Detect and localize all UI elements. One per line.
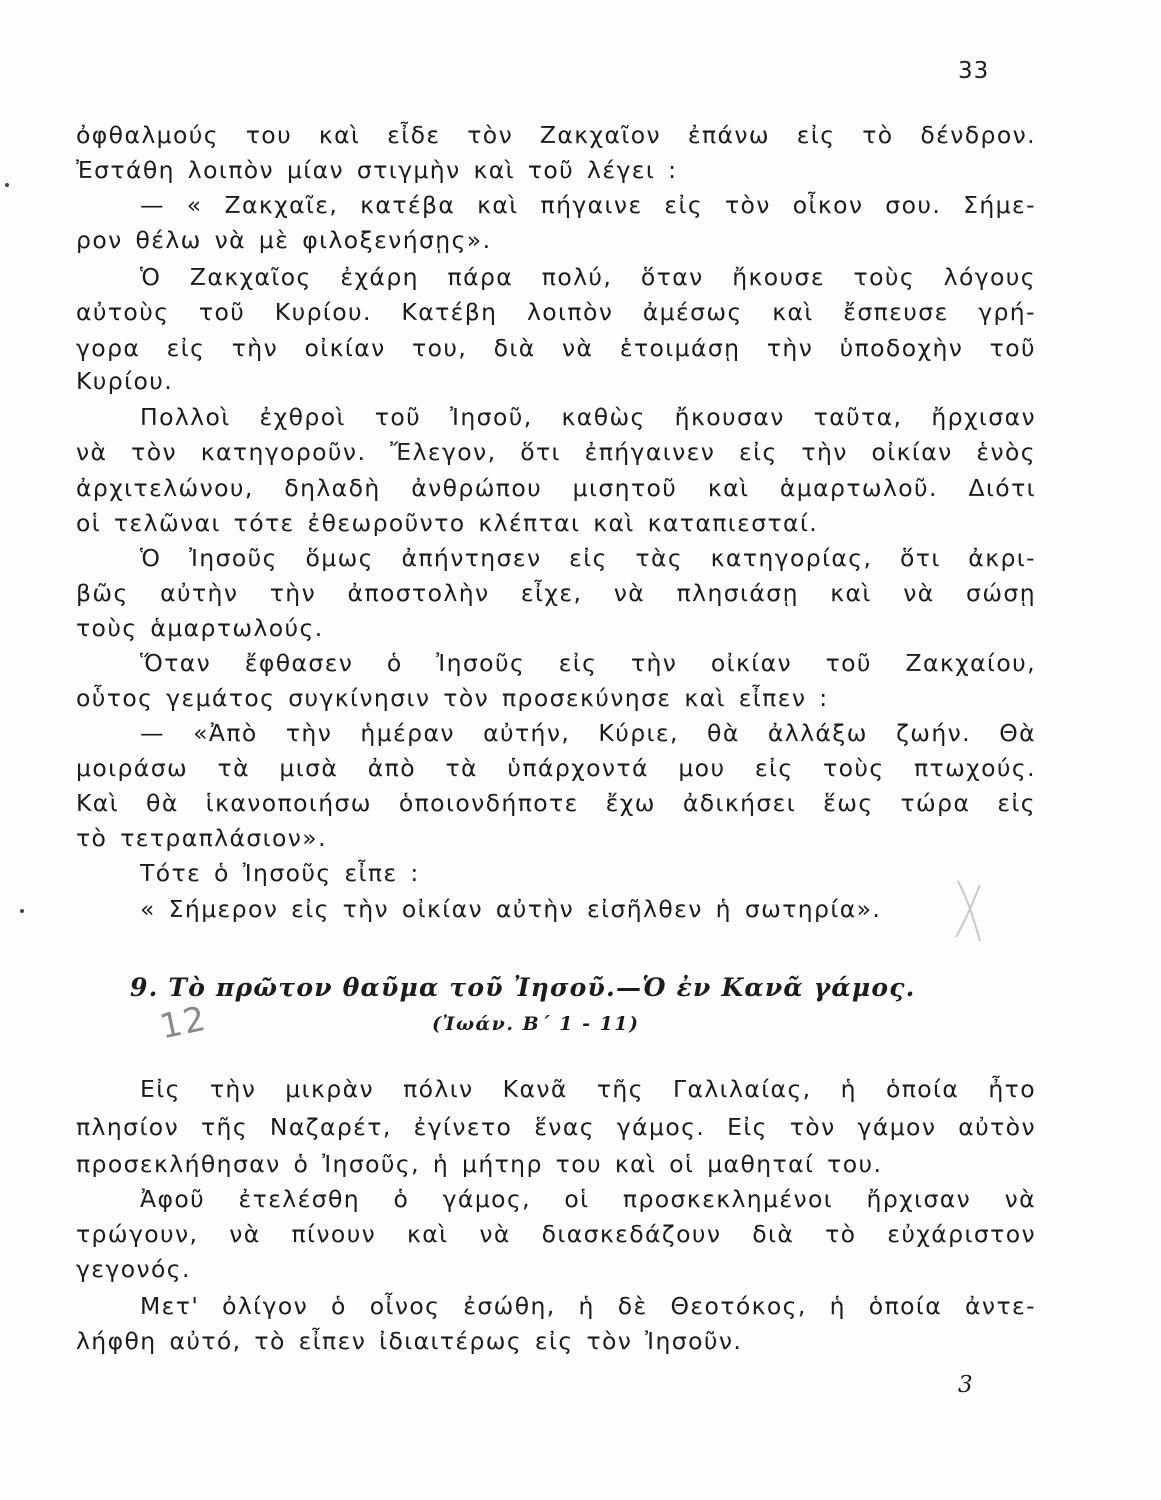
signature-mark: 3 [958, 1372, 973, 1398]
text-line: Πολλοὶ ἐχθροὶ τοῦ Ἰησοῦ, καθὼς ἤκουσαν ταῦτα, ἤρχισαν [140, 403, 1036, 431]
pencil-annotation: 12 [156, 998, 211, 1048]
text-line: — «Ἀπὸ τὴν ἡμέραν αὐτήν, Κύριε, θὰ ἀλλάξω ζωήν. Θὰ [140, 719, 1036, 747]
speck [5, 183, 9, 187]
text-line: γορα εἰς τὴν οἰκίαν του, διὰ νὰ ἑτοιμάσῃ τὴν ὑποδοχὴν τοῦ [76, 334, 1036, 362]
text-line: Καὶ θὰ ἱκανοποιήσω ὁποιονδήποτε ἔχω ἀδικήσει ἕως τώρα εἰς [76, 789, 1036, 817]
text-line: προσεκλήθησαν ὁ Ἰησοῦς, ἡ μήτηρ του καὶ οἱ μαθηταί του. [76, 1150, 883, 1178]
text-line: Μετ' ὀλίγον ὁ οἶνος ἐσώθη, ἡ δὲ Θεοτόκος, ἡ ὁποία ἀντε- [140, 1292, 1036, 1320]
text-line: τὸ τετραπλάσιον». [76, 824, 327, 852]
section-heading: 9. Τὸ πρῶτον θαῦμα τοῦ Ἰησοῦ.—Ὁ ἐν Κανᾶ γάμος. [130, 973, 916, 1002]
text-line: μοιράσω τὰ μισὰ ἀπὸ τὰ ὑπάρχοντά μου εἰς τοὺς πτωχούς. [76, 754, 1036, 782]
text-line: λήφθη αὐτό, τὸ εἶπεν ἰδιαιτέρως εἰς τὸν Ἰησοῦν. [76, 1327, 743, 1355]
text-line: πλησίον τῆς Ναζαρέτ, ἐγίνετο ἕνας γάμος. Εἰς τὸν γάμον αὐτὸν [76, 1113, 1036, 1141]
text-line: Τότε ὁ Ἰησοῦς εἶπε : [140, 859, 420, 887]
text-line: οἱ τελῶναι τότε ἐθεωροῦντο κλέπται καὶ καταπιεσταί. [76, 509, 819, 537]
section-reference: (Ἰωάν. Β΄ 1 - 11) [432, 1013, 640, 1035]
text-line: οὗτος γεμάτος συγκίνησιν τὸν προσεκύνησε καὶ εἶπεν : [76, 684, 829, 712]
text-line: νὰ τὸν κατηγοροῦν. Ἔλεγον, ὅτι ἐπήγαινεν εἰς τὴν οἰκίαν ἑνὸς [76, 438, 1036, 466]
text-line: Ἀφοῦ ἐτελέσθη ὁ γάμος, οἱ προσκεκλημένοι ἤρχισαν νὰ [140, 1185, 1036, 1213]
text-line: Κυρίου. [76, 367, 174, 395]
text-line: ρον θέλω νὰ μὲ φιλοξενήσῃς». [76, 226, 492, 254]
text-line: Εἰς τὴν μικρὰν πόλιν Κανᾶ τῆς Γαλιλαίας, ἡ ὁποία ἦτο [140, 1075, 1036, 1103]
text-line: Ὅταν ἔφθασεν ὁ Ἰησοῦς εἰς τὴν οἰκίαν τοῦ Ζακχαίου, [140, 649, 1036, 677]
page-number: 33 [958, 58, 990, 84]
text-line: Ἐστάθη λοιπὸν μίαν στιγμὴν καὶ τοῦ λέγει : [76, 156, 678, 184]
pencil-mark-icon [950, 875, 990, 945]
text-line: τοὺς ἁμαρτωλούς. [76, 614, 324, 642]
text-line: ἀρχιτελώνου, δηλαδὴ ἀνθρώπου μισητοῦ καὶ ἁμαρτωλοῦ. Διότι [76, 474, 1036, 502]
text-line: Ὁ Ζακχαῖος ἐχάρη πάρα πολύ, ὅταν ἤκουσε τοὺς λόγους [140, 263, 1036, 291]
text-line: γεγονός. [76, 1255, 191, 1283]
text-line: αὐτοὺς τοῦ Κυρίου. Κατέβη λοιπὸν ἀμέσως καὶ ἔσπευσε γρή- [76, 298, 1036, 326]
text-line: βῶς αὐτὴν τὴν ἀποστολὴν εἶχε, νὰ πλησιάσῃ καὶ νὰ σώσῃ [76, 579, 1036, 607]
text-line: τρώγουν, νὰ πίνουν καὶ νὰ διασκεδάζουν διὰ τὸ εὐχάριστον [76, 1220, 1036, 1248]
speck [20, 909, 24, 913]
text-line: Ὁ Ἰησοῦς ὅμως ἀπήντησεν εἰς τὰς κατηγορίας, ὅτι ἀκρι- [140, 544, 1036, 572]
text-line: « Σήμερον εἰς τὴν οἰκίαν αὐτὴν εἰσῆλθεν ἡ σωτηρία». [140, 895, 882, 923]
text-line: — « Ζακχαῖε, κατέβα καὶ πήγαινε εἰς τὸν οἶκον σου. Σήμε- [140, 191, 1036, 219]
text-line: ὀφθαλμούς του καὶ εἶδε τὸν Ζακχαῖον ἐπάνω εἰς τὸ δένδρον. [76, 121, 1036, 149]
